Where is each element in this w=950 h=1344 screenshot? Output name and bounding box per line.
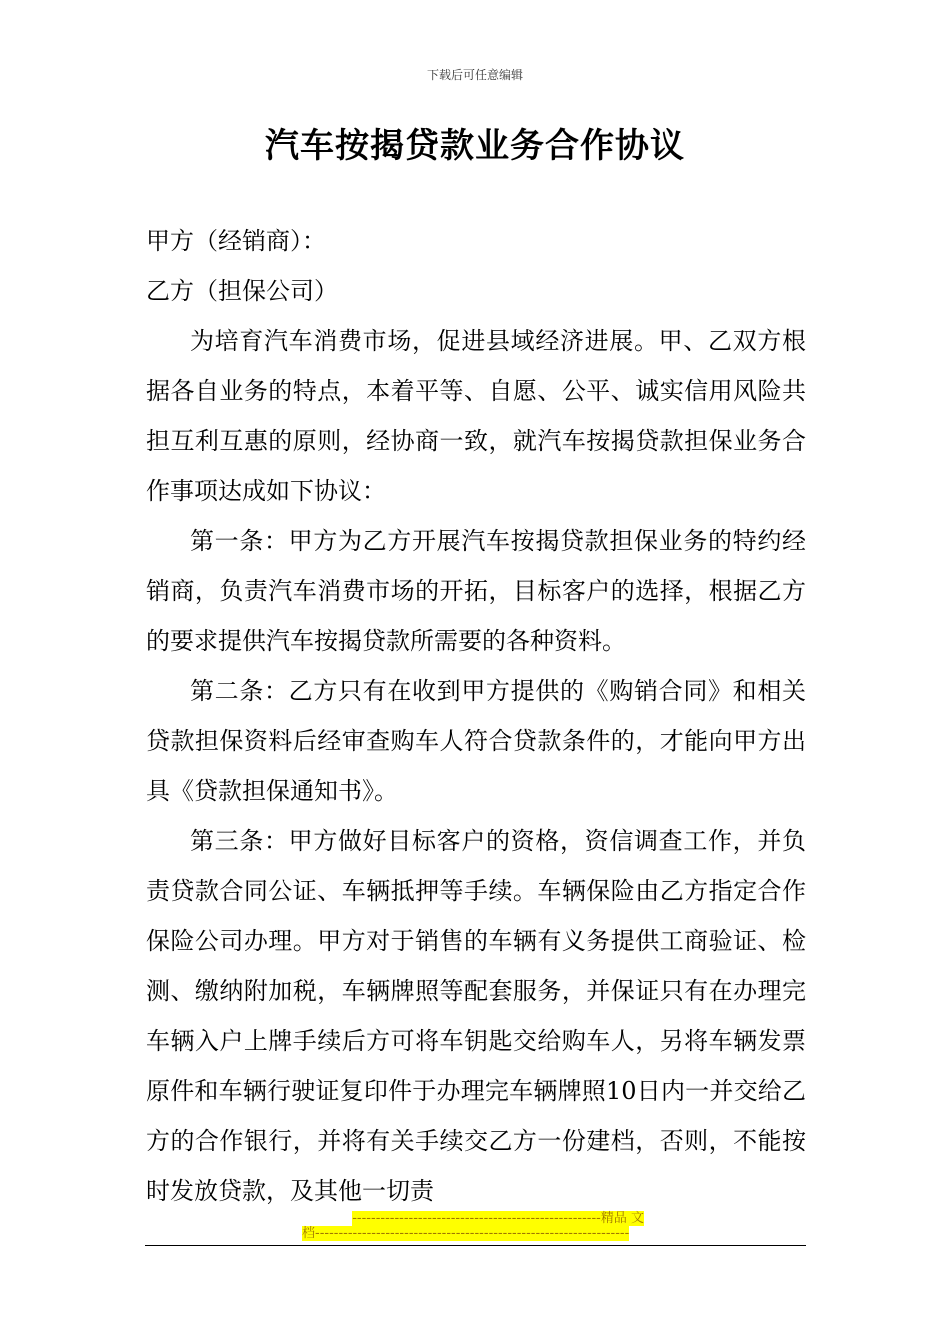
footer-banner-line1-text: -----------------------------------------------------精品 文 bbox=[352, 1211, 644, 1226]
article-2-paragraph: 第二条：乙方只有在收到甲方提供的《购销合同》和相关贷款担保资料后经审查购车人符合贷款条件的，才能向甲方出具《贷款担保通知书》。 bbox=[146, 677, 806, 805]
document-body bbox=[146, 216, 806, 1216]
party-b-line: 乙方（担保公司） bbox=[146, 277, 338, 305]
article-1-paragraph: 第一条：甲方为乙方开展汽车按揭贷款担保业务的特约经销商，负责汽车消费市场的开拓，目标客户的选择，根据乙方的要求提供汽车按揭贷款所需要的各种资料。 bbox=[146, 527, 806, 655]
footer-banner-line2-text: 档------------------------------------------------------------------- bbox=[302, 1226, 630, 1241]
footer-divider bbox=[145, 1245, 806, 1246]
preamble-paragraph: 为培育汽车消费市场，促进县域经济进展。甲、乙双方根据各自业务的特点，本着平等、自愿、公平、诚实信用风险共担互利互惠的原则，经协商一致，就汽车按揭贷款担保业务合作事项达成如下协议： bbox=[146, 327, 806, 505]
footer-banner-line1 bbox=[302, 1211, 652, 1226]
footer-banner-line2 bbox=[302, 1226, 652, 1241]
footer-banner bbox=[302, 1211, 652, 1241]
party-a-line: 甲方（经销商）： bbox=[146, 227, 326, 255]
header-note: 下载后可任意编辑 bbox=[426, 68, 523, 82]
document-title: 汽车按揭贷款业务合作协议 bbox=[265, 126, 685, 166]
article-3-paragraph: 第三条：甲方做好目标客户的资格，资信调查工作，并负责贷款合同公证、车辆抵押等手续。车辆保险由乙方指定合作保险公司办理。甲方对于销售的车辆有义务提供工商验证、检测、缴纳附加税，车辆牌照等配套服务，并保证只有在办理完车辆入户上牌手续后方可将车钥匙交给购车人，另将车辆发票原件和车辆行驶证复印件于办理完车辆牌照10日内一并交给乙方的合作银行，并将有关手续交乙方一份建档，否则，不能按时发放贷款，及其他一切责 bbox=[146, 827, 806, 1205]
